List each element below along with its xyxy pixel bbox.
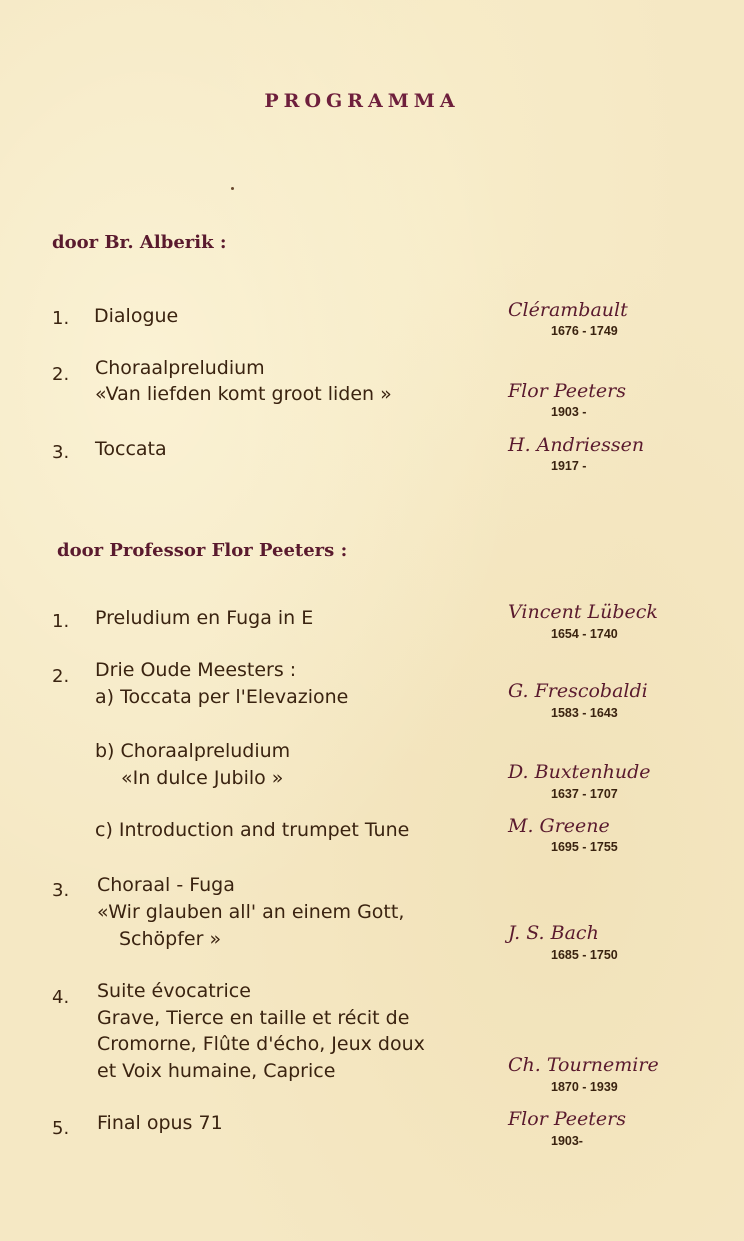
item-subtitle: Schöpfer »: [119, 928, 222, 950]
composer-years: 1637 - 1707: [551, 787, 618, 801]
composer-years: 1695 - 1755: [551, 840, 618, 854]
item-title: Drie Oude Meesters :: [95, 659, 297, 681]
composer-years: 1654 - 1740: [551, 627, 618, 641]
composer-name: J. S. Bach: [508, 922, 599, 944]
item-title: c) Introduction and trumpet Tune: [95, 819, 410, 841]
item-number: 2.: [52, 364, 70, 385]
composer-years: 1903 -: [551, 405, 587, 419]
item-subtitle: et Voix humaine, Caprice: [97, 1060, 336, 1082]
composer-years: 1917 -: [551, 459, 587, 473]
item-title: Choraal - Fuga: [97, 874, 235, 896]
item-number: 5.: [52, 1118, 70, 1139]
composer-name: G. Frescobaldi: [508, 680, 648, 702]
item-number: 1.: [52, 308, 70, 329]
composer-name: M. Greene: [508, 815, 610, 837]
item-number: 3.: [52, 880, 70, 901]
composer-name: Vincent Lübeck: [508, 601, 658, 623]
item-number: 3.: [52, 442, 70, 463]
composer-name: D. Buxtenhude: [508, 761, 651, 783]
composer-name: Flor Peeters: [508, 1108, 626, 1130]
item-subtitle: «Wir glauben all' an einem Gott,: [97, 901, 405, 923]
section-heading-peeters: door Professor Flor Peeters :: [57, 540, 348, 561]
composer-years: 1870 - 1939: [551, 1080, 618, 1094]
item-subtitle: «Van liefden komt groot liden »: [95, 383, 392, 405]
composer-years: 1583 - 1643: [551, 706, 618, 720]
composer-name: Ch. Tournemire: [508, 1054, 659, 1076]
composer-years: 1685 - 1750: [551, 948, 618, 962]
item-number: 2.: [52, 666, 70, 687]
item-title: b) Choraalpreludium: [95, 740, 291, 762]
ink-dot: [231, 187, 234, 190]
item-number: 4.: [52, 987, 70, 1008]
composer-name: H. Andriessen: [508, 434, 645, 456]
section-heading-alberik: door Br. Alberik :: [52, 232, 227, 253]
item-title: Choraalpreludium: [95, 357, 265, 379]
item-subtitle: a) Toccata per l'Elevazione: [95, 686, 349, 708]
composer-name: Flor Peeters: [508, 380, 626, 402]
composer-years: 1903-: [551, 1134, 583, 1148]
item-subtitle: «In dulce Jubilo »: [121, 767, 284, 789]
item-title: Final opus 71: [97, 1112, 223, 1134]
composer-years: 1676 - 1749: [551, 324, 618, 338]
page-title: PROGRAMMA: [264, 90, 460, 112]
item-subtitle: Grave, Tierce en taille et récit de: [97, 1007, 410, 1029]
composer-name: Clérambault: [508, 299, 628, 321]
item-title: Preludium en Fuga in E: [95, 607, 314, 629]
item-title: Suite évocatrice: [97, 980, 251, 1002]
item-subtitle: Cromorne, Flûte d'écho, Jeux doux: [97, 1033, 425, 1055]
item-title: Dialogue: [94, 305, 179, 327]
item-title: Toccata: [95, 438, 167, 460]
item-number: 1.: [52, 611, 70, 632]
